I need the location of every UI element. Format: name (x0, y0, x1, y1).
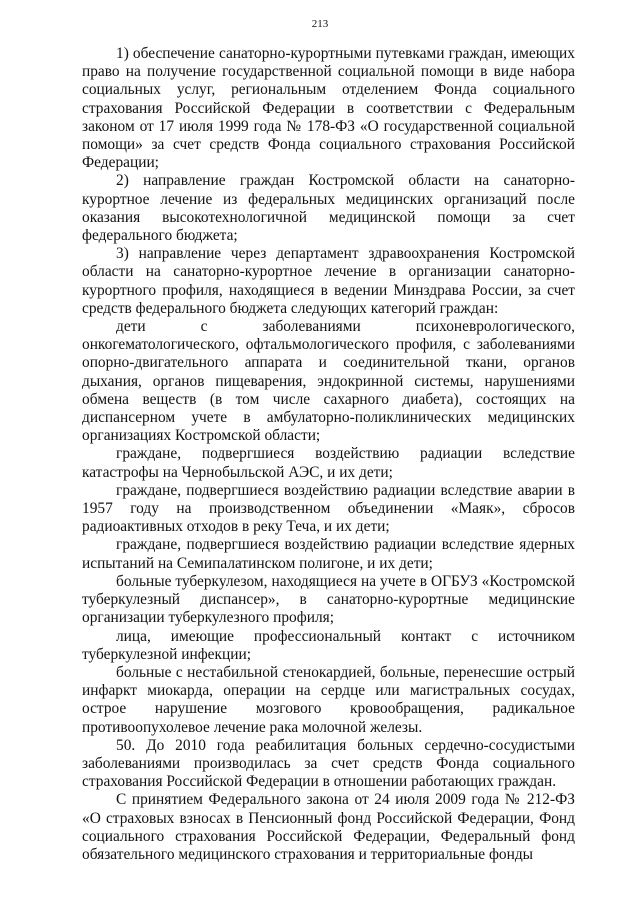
paragraph-tuberculosis-contacts: лица, имеющие профессиональный контакт с источником туберкулезной инфекции; (82, 627, 575, 663)
paragraph-2-federal-organizations: 2) направление граждан Костромской области на санаторно-курортное лечение из федеральных медицинских организаций после оказания высокотехнологичной медицинской помощи за счет федерального бюджета; (82, 172, 575, 245)
paragraph-chernobyl-category: граждане, подвергшиеся воздействию радиации вследствие катастрофы на Чернобыльской АЭС, и их дети; (82, 445, 575, 481)
paragraph-federal-law-212: С принятием Федерального закона от 24 июля 2009 года № 212-ФЗ «О страховых взносах в Пенсионный фонд Российской Федерации, Фонд социального страхования Российской Федерации, Федеральный фонд обязательного медицинского страхования и территориальные фонды (82, 791, 575, 863)
paragraph-semipalatinsk-category: граждане, подвергшиеся воздействию радиации вследствие ядерных испытаний на Семипалатинском полигоне, и их дети; (82, 536, 575, 572)
paragraph-3-health-department-referral: 3) направление через департамент здравоохранения Костромской области на санаторно-курортное лечение в организации санаторно-курортного профиля, находящиеся в ведении Минздрава России, за счет средств федерального бюджета следующих категорий граждан: (82, 245, 575, 317)
paragraph-1-sanatorium-vouchers: 1) обеспечение санаторно-курортными путевками граждан, имеющих право на получение государственной социальной помощи в виде набора социальных услуг, региональным отделением Фонда социального страхования Российской Федерации в соответствии с Федеральным законом от 17 июля 1999 года № 178-ФЗ «О государственной социальной помощи» за счет средств Фонда социального страхования Российской Федерации; (82, 45, 575, 172)
paragraph-mayak-category: граждане, подвергшиеся воздействию радиации вследствие аварии в 1957 году на производственном объединении «Маяк», сбросов радиоактивных отходов в реку Теча, и их дети; (82, 481, 575, 536)
page-number: 213 (311, 18, 329, 30)
document-body (82, 45, 575, 864)
paragraph-cardiac-patients: больные с нестабильной стенокардией, больные, перенесшие острый инфаркт миокарда, операции на сердце или магистральных сосудах, острое нарушение мозгового кровообращения, радикальное противоопухолевое лечение рака молочной железы. (82, 663, 575, 736)
paragraph-children-category: дети с заболеваниями психоневрологического, онкогематологического, офтальмологического профиля, с заболеваниями опорно-двигательного аппарата и соединительной ткани, органов дыхания, органов пищеварения, эндокринной системы, нарушениями обмена веществ (в том числе сахарного диабета), состоящих на диспансерном учете в амбулаторно-поликлинических медицинских организациях Костромской области; (82, 318, 575, 445)
paragraph-tuberculosis-patients: больные туберкулезом, находящиеся на учете в ОГБУЗ «Костромской туберкулезный диспансер», в санаторно-курортные медицинские организации туберкулезного профиля; (82, 572, 575, 627)
paragraph-50-rehabilitation: 50. До 2010 года реабилитация больных сердечно-сосудистыми заболеваниями производилась за счет средств Фонда социального страхования Российской Федерации в отношении работающих граждан. (82, 736, 575, 791)
